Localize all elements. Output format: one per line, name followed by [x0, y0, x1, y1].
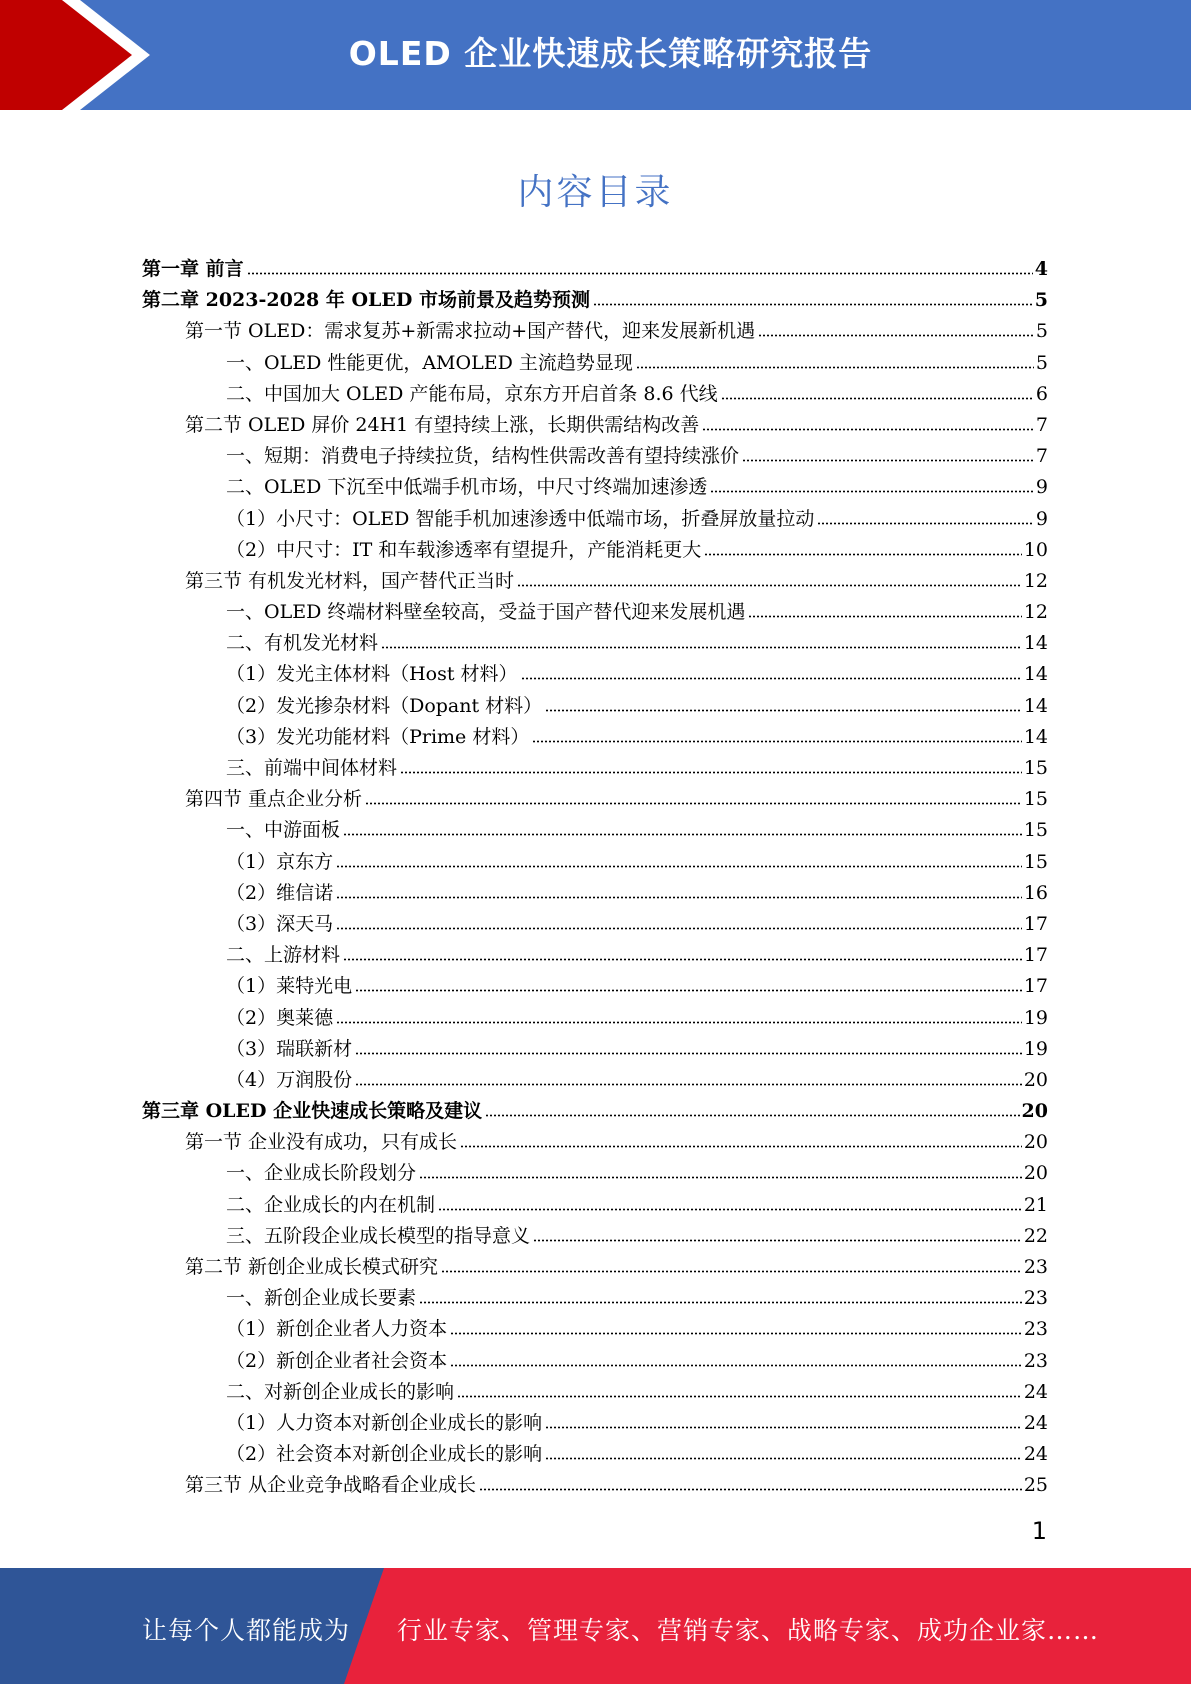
toc-entry-page: 12 [1023, 601, 1048, 624]
toc-entry-page: 22 [1023, 1224, 1048, 1247]
toc-entry-title: 三、前端中间体材料 [226, 757, 398, 779]
toc-entry-page: 7 [1035, 445, 1048, 468]
page-number: 1 [1031, 1517, 1047, 1545]
toc-entry-page: 16 [1023, 881, 1048, 904]
toc-entry-title: 二、中国加大 OLED 产能布局，京东方开启首条 8.6 代线 [226, 382, 718, 405]
toc-entry-page: 5 [1034, 289, 1048, 312]
toc-entry[interactable] [142, 1221, 1048, 1252]
toc-entry-title: （1）小尺寸：OLED 智能手机加速渗透中低端市场，折叠屏放量拉动 [226, 507, 815, 530]
toc-entry[interactable] [142, 628, 1048, 659]
toc-dot-leader [450, 1332, 1022, 1335]
toc-entry[interactable] [142, 1127, 1048, 1158]
toc-entry-page: 24 [1023, 1380, 1048, 1403]
toc-entry[interactable] [142, 722, 1048, 753]
toc-entry-title: （1）京东方 [226, 850, 334, 873]
toc-entry[interactable] [142, 1096, 1048, 1127]
toc-entry-title: 第二节 OLED 屏价 24H1 有望持续上涨，长期供需结构改善 [185, 413, 700, 436]
toc-entry[interactable] [142, 784, 1048, 815]
toc-entry-title: （2）社会资本对新创企业成长的影响 [226, 1443, 543, 1466]
toc-entry[interactable] [142, 597, 1048, 628]
toc-entry[interactable] [142, 1346, 1048, 1377]
toc-entry[interactable] [142, 504, 1048, 535]
toc-dot-leader [336, 865, 1022, 868]
toc-heading: 内容目录 [517, 172, 674, 213]
toc-entry-title: （3）发光功能材料（Prime 材料） [226, 725, 530, 748]
toc-entry[interactable] [142, 348, 1048, 379]
toc-entry-page: 23 [1023, 1287, 1048, 1310]
toc-dot-leader [438, 1208, 1022, 1211]
toc-entry[interactable] [142, 878, 1048, 909]
toc-entry[interactable] [142, 1408, 1048, 1439]
toc-entry-page: 23 [1023, 1256, 1048, 1278]
toc-entry[interactable] [142, 847, 1048, 878]
toc-entry-title: （2）中尺寸：IT 和车载渗透率有望提升，产能消耗更大 [226, 538, 702, 561]
toc-entry-page: 24 [1023, 1411, 1048, 1434]
toc-entry-title: （1）莱特光电 [226, 975, 353, 998]
toc-dot-leader [381, 646, 1022, 649]
toc-entry[interactable] [142, 971, 1048, 1002]
toc-entry[interactable] [142, 1439, 1048, 1470]
toc-dot-leader [247, 272, 1033, 275]
report-title: OLED 企业快速成长策略研究报告 [348, 34, 873, 73]
toc-entry-page: 15 [1023, 850, 1048, 873]
toc-entry-title: （1）发光主体材料（Host 材料） [226, 663, 518, 686]
toc-entry[interactable] [142, 1252, 1048, 1283]
toc-entry[interactable] [142, 1470, 1048, 1501]
toc-dot-leader [545, 1457, 1022, 1460]
toc-dot-leader [545, 1426, 1022, 1429]
toc-entry-page: 4 [1034, 258, 1048, 280]
toc-entry[interactable] [142, 753, 1048, 784]
toc-dot-leader [400, 771, 1022, 774]
toc-entry[interactable] [142, 1377, 1048, 1408]
toc-entry[interactable] [142, 691, 1048, 722]
toc-dot-leader [336, 896, 1022, 899]
toc-dot-leader [457, 1395, 1022, 1398]
toc-dot-leader [343, 833, 1022, 836]
toc-entry-title: （2）发光掺杂材料（Dopant 材料） [226, 694, 543, 717]
toc-entry-page: 25 [1023, 1474, 1048, 1497]
toc-entry[interactable] [142, 410, 1048, 441]
toc-dot-leader [355, 989, 1022, 992]
toc-entry-title: 二、企业成长的内在机制 [226, 1193, 436, 1216]
toc-dot-leader [419, 1176, 1022, 1179]
toc-entry[interactable] [142, 472, 1048, 503]
toc-entry-page: 10 [1023, 538, 1048, 561]
toc-entry-page: 20 [1021, 1100, 1048, 1123]
toc-dot-leader [532, 740, 1021, 743]
toc-entry-title: 二、OLED 下沉至中低端手机市场，中尺寸终端加速渗透 [226, 476, 708, 499]
toc-dot-leader [704, 553, 1022, 556]
toc-dot-leader [593, 303, 1033, 306]
toc-entry-title: 一、新创企业成长要素 [226, 1287, 417, 1310]
toc-entry-title: （2）维信诺 [226, 881, 334, 904]
toc-entry-page: 9 [1035, 507, 1048, 530]
toc-dot-leader [817, 522, 1033, 525]
toc-entry[interactable] [142, 316, 1048, 347]
toc-dot-leader [460, 1145, 1022, 1148]
toc-dot-leader [485, 1114, 1019, 1117]
toc-entry[interactable] [142, 254, 1048, 285]
toc-entry-page: 19 [1023, 1006, 1048, 1029]
toc-entry-page: 15 [1023, 788, 1048, 811]
page-footer [0, 1568, 1191, 1684]
toc-entry[interactable] [142, 441, 1048, 472]
toc-entry[interactable] [142, 1034, 1048, 1065]
toc-entry-title: （1）人力资本对新创企业成长的影响 [226, 1411, 543, 1434]
toc-entry[interactable] [142, 1283, 1048, 1314]
toc-dot-leader [521, 677, 1022, 680]
toc-entry-page: 9 [1035, 476, 1048, 499]
toc-entry-page: 17 [1023, 912, 1048, 935]
toc-entry-page: 7 [1035, 413, 1048, 436]
toc-dot-leader [479, 1488, 1022, 1491]
toc-dot-leader [710, 490, 1034, 493]
toc-entry[interactable] [142, 659, 1048, 690]
toc-entry[interactable] [142, 1314, 1048, 1345]
toc-dot-leader [702, 428, 1034, 431]
toc-entry-page: 17 [1023, 944, 1048, 967]
toc-entry[interactable] [142, 1158, 1048, 1189]
toc-entry-title: 第二节 新创企业成长模式研究 [185, 1256, 439, 1278]
toc-entry-title: 一、企业成长阶段划分 [226, 1162, 417, 1185]
toc-entry[interactable] [142, 1190, 1048, 1221]
toc-entry-title: （2）奥莱德 [226, 1006, 334, 1029]
footer-slogan-right: 行业专家、管理专家、营销专家、战略专家、成功企业家…… [397, 1616, 1100, 1645]
toc-entry-page: 15 [1023, 757, 1048, 779]
toc-entry-page: 20 [1023, 1162, 1048, 1185]
toc-entry-title: 一、中游面板 [226, 819, 341, 842]
toc-dot-leader [545, 709, 1022, 712]
toc-entry-title: 第三节 从企业竞争战略看企业成长 [185, 1474, 477, 1497]
toc-entry-page: 14 [1023, 725, 1048, 748]
toc-entry[interactable] [142, 379, 1048, 410]
toc-dot-leader [758, 334, 1034, 337]
toc-entry[interactable] [142, 1003, 1048, 1034]
toc-entry[interactable] [142, 815, 1048, 846]
toc-entry-title: 二、有机发光材料 [226, 632, 379, 655]
toc-dot-leader [721, 397, 1034, 400]
toc-entry-title: 第一节 OLED：需求复苏+新需求拉动+国产替代，迎来发展新机遇 [185, 320, 756, 343]
toc-entry-title: 第一章 前言 [142, 258, 244, 280]
toc-dot-leader [533, 1239, 1022, 1242]
toc-entry-title: 一、OLED 终端材料壁垒较高，受益于国产替代迎来发展机遇 [226, 601, 746, 624]
page-header [0, 0, 1191, 110]
toc-entry-title: 一、短期：消费电子持续拉货，结构性供需改善有望持续涨价 [226, 445, 740, 468]
toc-entry-page: 23 [1023, 1318, 1048, 1341]
toc-dot-leader [441, 1270, 1022, 1273]
toc-entry-page: 6 [1035, 382, 1048, 405]
toc-entry-title: 二、对新创企业成长的影响 [226, 1380, 455, 1403]
toc-dot-leader [365, 802, 1022, 805]
toc-entry-page: 24 [1023, 1443, 1048, 1466]
toc-entry-title: 第一节 企业没有成功，只有成长 [185, 1131, 458, 1154]
toc-entry-page: 20 [1023, 1068, 1048, 1091]
toc-entry-title: 第三章 OLED 企业快速成长策略及建议 [142, 1100, 483, 1123]
toc-dot-leader [336, 927, 1022, 930]
toc-entry-page: 5 [1035, 351, 1048, 374]
toc-entry[interactable] [142, 909, 1048, 940]
toc-entry-page: 14 [1023, 632, 1048, 655]
toc-dot-leader [742, 459, 1034, 462]
toc-entry-page: 19 [1023, 1037, 1048, 1060]
footer-slogan-left: 让每个人都能成为 [142, 1616, 351, 1645]
toc-entry-title: 第三节 有机发光材料，国产替代正当时 [185, 569, 515, 592]
toc-entry[interactable] [142, 285, 1048, 316]
toc-dot-leader [355, 1083, 1022, 1086]
toc-entry-title: （4）万润股份 [226, 1068, 353, 1091]
toc-entry-page: 17 [1023, 975, 1048, 998]
toc-dot-leader [343, 958, 1022, 961]
toc-entry[interactable] [142, 566, 1048, 597]
toc-entry-title: （3）深天马 [226, 912, 334, 935]
toc-entry-page: 12 [1023, 569, 1048, 592]
toc-entry-page: 14 [1023, 694, 1048, 717]
toc-entry-title: （3）瑞联新材 [226, 1037, 353, 1060]
toc-entry-page: 21 [1023, 1193, 1048, 1216]
toc-dot-leader [336, 1021, 1022, 1024]
toc-dot-leader [636, 366, 1034, 369]
toc-dot-leader [748, 615, 1021, 618]
toc-entry-title: 三、五阶段企业成长模型的指导意义 [226, 1224, 531, 1247]
toc-entry-title: （2）新创企业者社会资本 [226, 1349, 448, 1372]
toc-entry-page: 5 [1035, 320, 1048, 343]
toc-entry[interactable] [142, 940, 1048, 971]
toc-entry-page: 23 [1023, 1349, 1048, 1372]
toc-entry-title: 一、OLED 性能更优，AMOLED 主流趋势显现 [226, 351, 633, 374]
toc-entry-page: 20 [1023, 1131, 1048, 1154]
toc-entry[interactable] [142, 535, 1048, 566]
toc-dot-leader [450, 1364, 1022, 1367]
toc-entry-title: 二、上游材料 [226, 944, 341, 967]
table-of-contents [142, 254, 1048, 1502]
toc-entry-page: 14 [1023, 663, 1048, 686]
toc-entry-title: （1）新创企业者人力资本 [226, 1318, 448, 1341]
toc-entry-page: 15 [1023, 819, 1048, 842]
toc-dot-leader [355, 1052, 1022, 1055]
toc-entry-title: 第二章 2023-2028 年 OLED 市场前景及趋势预测 [142, 289, 590, 312]
toc-dot-leader [517, 584, 1022, 587]
toc-entry-title: 第四节 重点企业分析 [185, 788, 363, 811]
toc-dot-leader [419, 1301, 1022, 1304]
toc-entry[interactable] [142, 1065, 1048, 1096]
